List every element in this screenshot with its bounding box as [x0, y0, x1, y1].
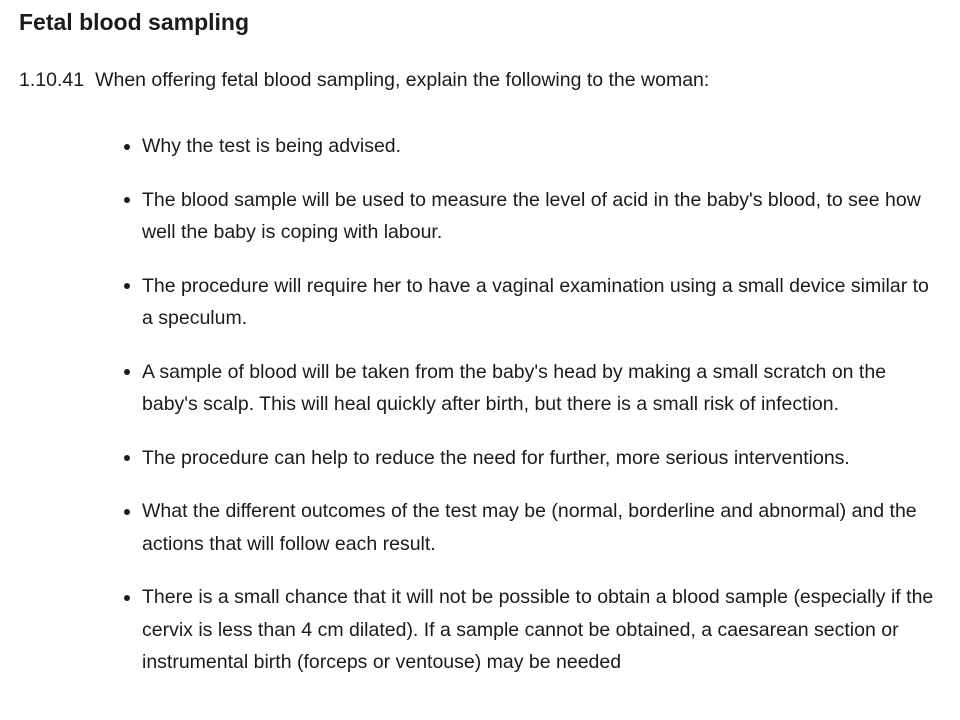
list-item: A sample of blood will be taken from the baby's head by making a small scratch on the baby's scalp. This will heal quickly after birth, but there is a small risk of infection. — [142, 356, 942, 421]
recommendation-intro — [19, 66, 709, 94]
explanation-list — [142, 130, 942, 700]
list-item: The procedure will require her to have a vaginal examination using a small device similar to a speculum. — [142, 270, 942, 335]
list-item: There is a small chance that it will not be possible to obtain a blood sample (especially if the cervix is less than 4 cm dilated). If a sample cannot be obtained, a caesarean section or instrumental birth (forceps or ventouse) may be needed — [142, 581, 942, 679]
list-item: Why the test is being advised. — [142, 130, 942, 163]
recommendation-number: 1.10.41 — [19, 69, 85, 91]
list-item: The procedure can help to reduce the need for further, more serious interventions. — [142, 442, 942, 475]
section-heading: Fetal blood sampling — [19, 9, 250, 35]
list-item: The blood sample will be used to measure the level of acid in the baby's blood, to see how well the baby is coping with labour. — [142, 184, 942, 249]
recommendation-text: When offering fetal blood sampling, explain the following to the woman: — [95, 69, 710, 91]
list-item: What the different outcomes of the test may be (normal, borderline and abnormal) and the actions that will follow each result. — [142, 495, 942, 560]
